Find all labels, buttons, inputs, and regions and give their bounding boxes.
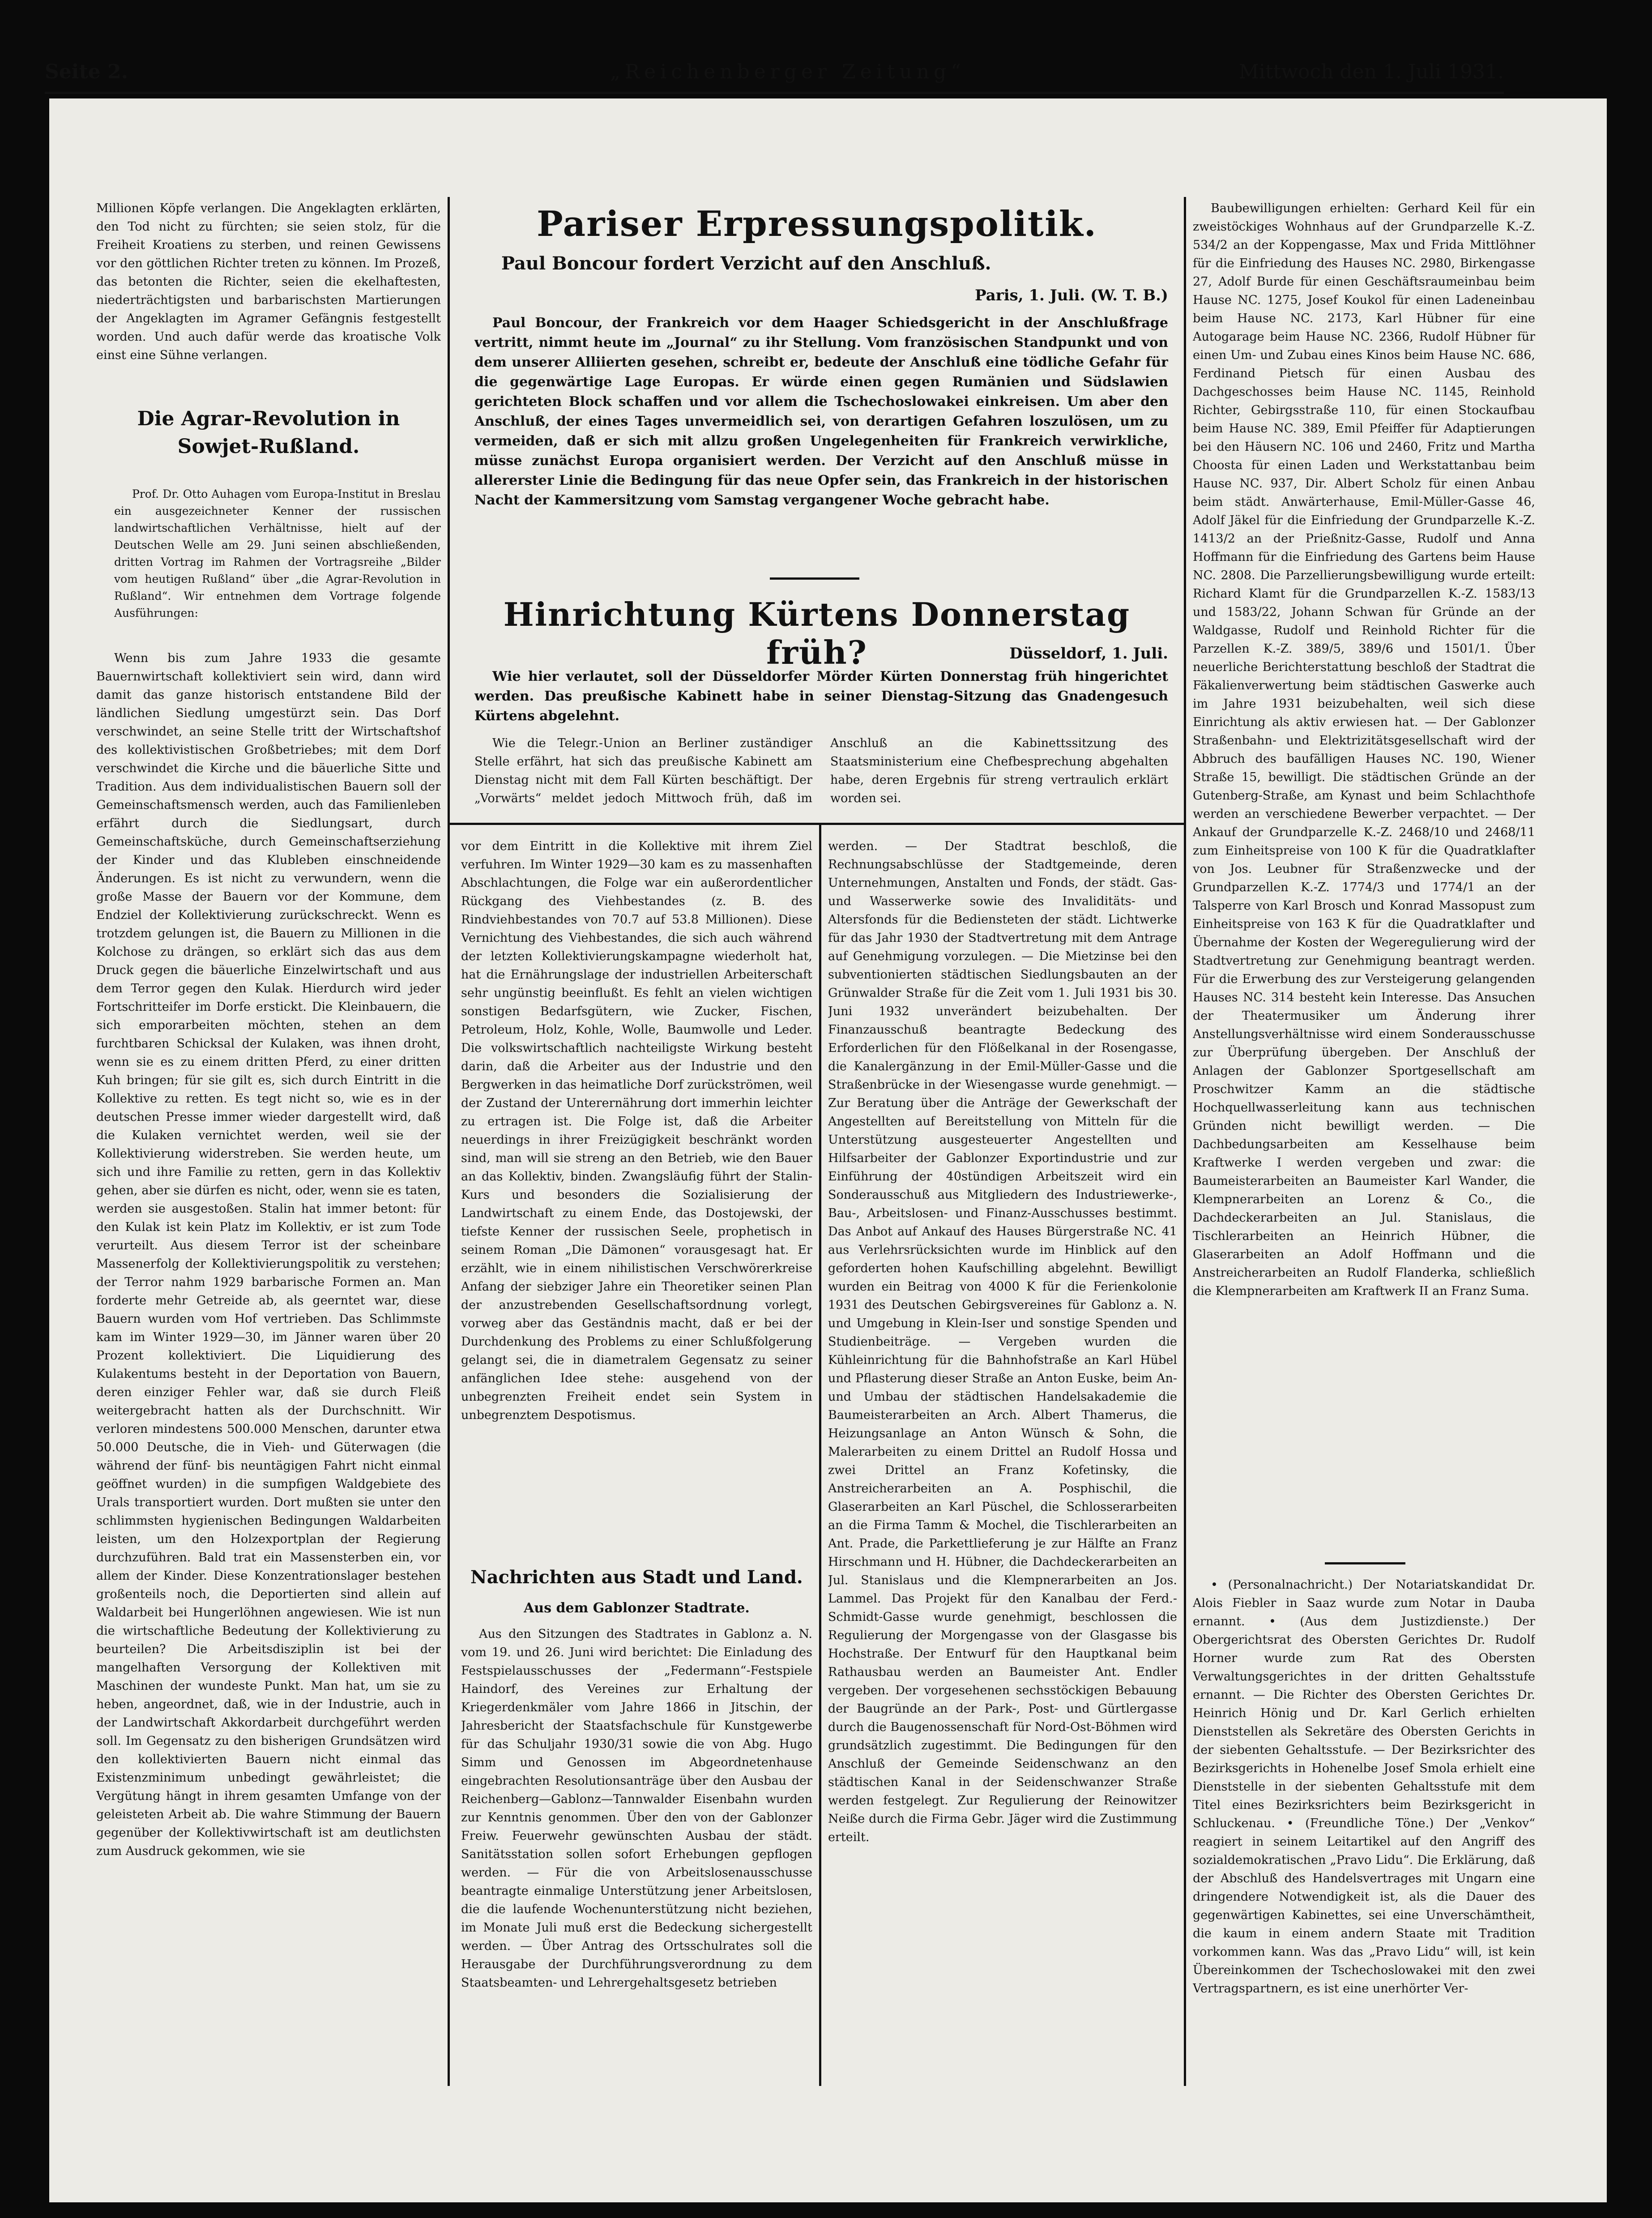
- running-head: [45, 56, 1504, 92]
- short-notes: • (Personalnachricht.) Der Notariatskandidat Dr. Alois Fiebler in Saaz wurde zum Notar in Dauba ernannt. • (Aus dem Justizdienste.) Der Obergerichtsrat des Obersten Gerichtes Dr. Rudolf Horner wurde zum Rat des Obersten Verwaltungsgerichtes in der dritten Gehaltsstufe ernannt. — Die Richter des Obersten Gerichtes Dr. Heinrich Hönig und Dr. Karl Gerlich erhielten Dienststellen als Sekretäre des Obersten Gerichts in der siebenten Gehaltsstufe. — Der Bezirksrichter des Bezirksgerichts in Hohenelbe Josef Smola erhielt eine Dienststelle in der siebenten Gehaltsstufe mit dem Titel eines Bezirksrichters beim Bezirksgericht in Schluckenau. • (Freundliche Töne.) Der „Venkov“ reagiert in seinem Leitartikel auf den Angriff des sozialdemokratischen „Pravo Lidu“. Die Erklärung, daß der Abschluß des Handelsvertrages mit Ungarn eine dringendere Notwendigkeit ist, als die Dauer des gegenwärtigen Kabinettes, sei eine Unverschämtheit, die kaum in einem andern Staate mit Tradition vorkommen kann. Was das „Pravo Lidu“ will, ist kein Übereinkommen der Tschechoslowakei mit den zwei Vertragspartnern, es ist eine unerhörter Ver-: [1193, 1578, 1535, 1996]
- subheadline-boncour: Paul Boncour fordert Verzicht auf den Anschluß.: [501, 253, 991, 274]
- masthead: „Reichenberger Zeitung“: [610, 60, 965, 83]
- column-4-body: [1193, 199, 1535, 1556]
- article-heading: Die Agrar-Revolution in Sowjet-Rußland.: [137, 407, 400, 458]
- article-intro: Prof. Dr. Otto Auhagen vom Europa-Institut in Breslau ein ausgezeichneter Kenner der russischen landwirtschaftlichen Verhältnisse, hielt auf der Deutschen Welle am 29. Juni seinen abschließenden, dritten Vortrag im Rahmen der Vortragsreihe „Bilder vom heutigen Rußland“ über „die Agrar-Revolution in Rußland“. Wir entnehmen dem Vortrage folgende Ausführungen:: [114, 487, 441, 620]
- column-2-body: [461, 837, 812, 1517]
- stadtrat-report: Aus den Sitzungen des Stadtrates in Gablonz a. N. vom 19. und 26. Juni wird berichtet: Die Einladung des Festspielausschusses der „Federmann“-Festspiele Haindorf, des Vereines zur Erhaltung der Kriegerdenkmäler vom Jahre 1866 in Jitschin, der Jahresbericht der Staatsfachschule für Kunstgewerbe für das Schuljahr 1930/31 sowie die von Abg. Hugo Simm und Genossen im Abgeordnetenhause eingebrachten Resolutionsanträge über den Ausbau der Reichenberg—Gablonz—Tannwalder Eisenbahn wurden zur Kenntnis genommen. Über den von der Gablonzer Freiw. Feuerwehr gewünschten Ausbau der städt. Sanitätsstation sollen sofort Erhebungen gepflogen werden. — Für die von Arbeitslosenausschusse beantragte einmalige Unterstützung jener Arbeitslosen, die die laufende Wochenunterstützung nicht beziehen, im Monate Juli muß erst die Bedeckung sichergestellt werden. — Über Antrag des Ortsschulrates soll die Herausgabe der Durchführungsverordnung zu dem Staatsbeamten- und Lehrergehaltsgesetz betrieben: [461, 1627, 812, 1990]
- column-rule: [448, 197, 450, 2086]
- column-rule: [819, 824, 821, 2086]
- lead-kuerten: Wie hier verlautet, soll der Düsseldorfer Mörder Kürten Donnerstag früh hingerichtet werden. Das preußische Kabinett habe in seiner Dienstag-Sitzung das Gnadengesuch Kürtens abgelehnt.: [474, 669, 1168, 724]
- divider: [770, 577, 859, 580]
- column-4-notes: [1193, 1576, 1535, 2086]
- column-1-body: [96, 649, 441, 2086]
- section-rule: [448, 823, 1186, 825]
- article-body-continued: vor dem Eintritt in die Kollektive mit ihrem Ziel verfuhren. Im Winter 1929—30 kam es zu massenhaften Abschlachtungen, die Folge war ein außerordentlicher Rückgang des Viehbestandes (z. B. des Rindviehbestandes von 70.7 auf 53.8 Millionen). Diese Vernichtung des Viehbestandes, die sich auch während der letzten Kollektivierungskampagne wiederholt hat, hat die Ernährungslage der industriellen Arbeiterschaft sehr ungünstig beeinflußt. Es fehlt an vielen wichtigen sonstigen Bedarfsgütern, wie Zucker, Fischen, Petroleum, Holz, Kohle, Wolle, Baumwolle und Leder. Die volkswirtschaftlich nachteiligste Wirkung besteht darin, daß die Arbeiter aus der Industrie und den Bergwerken in das heimatliche Dorf zurückströmen, weil der Zustand der Unterernährung dort immerhin leichter zu ertragen ist. Die Folge ist, daß die Arbeiter neuerdings in ihrer Freizügigkeit beschränkt worden sind, man will sie streng an den Betrieb, wie den Bauer an das Kollektiv, binden. Zwangsläufig führt der Stalin-Kurs und besonders die Sozialisierung der Landwirtschaft zu einem Ende, das Dostojewski, der tiefste Kenner der russischen Seele, prophetisch in seinem Roman „Die Dämonen“ vorausgesagt hat. Er erzählt, wie in einem nihilistischen Verschwörerkreise Anfang der siebziger Jahre ein Theoretiker seinen Plan der anzustrebenden Gesellschaftsordnung vorlegt, vorweg aber das Geständnis macht, daß er bei der Durchdenkung des Problems zu einer Schlußfolgerung gelangt sei, die in diametralem Gegensatz zu seiner anfänglichen Idee stehe: ausgehend von der unbegrenzten Freiheit endet sein System in unbegrenztem Despotismus.: [461, 839, 812, 1422]
- building-permits: Baubewilligungen erhielten: Gerhard Keil für ein zweistöckiges Wohnhaus auf der Grundparzelle K.-Z. 534/2 an der Koppengasse, Max und Frida Mittlöhner für die Einfriedung des Hauses NC. 2980, Birkengasse 27, Adolf Burde für einen Geschäftsraumeinbau beim Hause NC. 1275, Josef Koukol für einen Ladeneinbau beim Hause NC. 2173, Karl Hübner für eine Autogarage beim Hause NC. 2366, Rudolf Hübner für einen Um- und Zubau eines Kinos beim Hause NC. 686, Ferdinand Pietsch für einen Ausbau des Dachgeschosses beim Hause NC. 1145, Reinhold Richter, Gebirgsstraße 110, für einen Stockaufbau beim Hause NC. 389, Emil Pfeiffer für Adaptierungen bei den Häusern NC. 106 und 2460, Fritz und Martha Choosta für einen Laden und Werkstattanbau beim Hause NC. 937, Dir. Albert Scholz für einen Anbau beim städt. Anwärterhause, Emil-Müller-Gasse 46, Adolf Jäkel für die Einfriedung der Grundparzelle K.-Z. 1413/2 an der Prießnitz-Gasse, Rudolf und Anna Hoffmann für die Einfriedung des Gartens beim Hause NC. 2808. Die Parzellierungsbewilligung wurde erteilt: Richard Klamt für die Grundparzellen K.-Z. 1583/13 und 1583/22, Johann Schwan für Gründe an der Waldgasse, Rudolf und Reinhold Richter für die Parzellen K.-Z. 389/5, 389/6 und 1501/1. Über neuerliche Berichterstattung beschloß der Stadtrat die Fäkalienverwertung beim städtischen Gaswerke auch im Jahre 1931 beizubehalten, weil sich diese Einrichtung als aktiv erwiesen hat. — Der Gablonzer Straßenbahn- und Elektrizitätsgesellschaft wird der Abbruch des baufälligen Hauses NC. 190, Wiener Straße 15, bewilligt. Die städtischen Gründe an der Gutenberg-Straße, am Kynast und beim Schlachthofe werden an verschiedene Bewerber verpachtet. — Der Ankauf der Grundparzelle K.-Z. 2468/10 und 2468/11 zum Einheitspreise von 100 K für die Quadratklafter von Jos. Leubner für Straßenzwecke und der Grundparzellen K.-Z. 1774/3 und 1774/1 an der Talsperre von Karl Brosch und Konrad Massopust zum Einheitspreise von 163 K für die Quadratklafter und Übernahme der Kosten der Wegeregulierung wird der Stadtvertretung zur Genehmigung beantragt werden. Für die Erwerbung des zur Versteigerung gelangenden Hauses NC. 314 besteht kein Interesse. Das Ansuchen der Theatermusiker um Änderung ihrer Anstellungsverhältnisse wird einem Sonderausschusse zur Überprüfung übergeben. Der Anschluß der Anlagen der Gablonzer Sportgesellschaft am Proschwitzer Kamm an die städtische Hochquellwasserleitung kann aus technischen Gründen nicht bewilligt werden. — Die Dachbedungsarbeiten am Kesselhause beim Kraftwerke I werden vergeben und zwar: die Baumeisterarbeiten an Baumeister Karl Wander, die Klempnerarbeiten an Lorenz & Co., die Dachdeckerarbeiten an Jul. Stanislaus, die Tischlerarbeiten an Heinrich Hübner, die Glaserarbeiten an Adolf Hoffmann und die Anstreicherarbeiten an Rudolf Flanderka, schließlich die Klempnerarbeiten am Kraftwerk II an Franz Suma.: [1193, 201, 1535, 1298]
- kuerten-text: Wie die Telegr.-Union an Berliner zuständiger Stelle erfährt, hat sich das preußische Kabinett am Dienstag nicht mit dem Fall Kürten beschäftigt. Der „Vorwärts“ meldet jedoch Mittwoch früh, daß im Anschluß an die Kabinettssitzung des Staatsministerium eine Chefbesprechung abgehalten habe, deren Ergebnis für streng vertraulich erklärt worden sei.: [474, 736, 1168, 805]
- dateline-duesseldorf: Düsseldorf, 1. Juli.: [1009, 645, 1168, 662]
- column-2-news: [461, 1625, 812, 2086]
- lead-boncour: Paul Boncour, der Frankreich vor dem Haager Schiedsgericht in der Anschlußfrage vertritt, nimmt heute im „Journal“ zu ihr Stellung. Vom französischen Standpunkt und von dem unserer Alliierten gesehen, schreibt er, bedeute der Anschluß eine tödliche Gefahr für die gegenwärtige Lage Europas. Er würde einen gegen Rumänien und Südslawien gerichteten Block schaffen und vor allem die Tschechoslowakei einkreisen. Um aber den Anschluß, der eines Tages unvermeidlich sei, von derartigen Gefahren loszulösen, um zu vermeiden, daß er sich mit allzu großen Ungelegenheiten für Frankreich verwirkliche, müsse zunächst Europa organisiert werden. Der Verzicht auf den Anschluß müsse in allererster Linie die Bedingung für das neue Opfer sein, das Frankreich in der historischen Nacht der Kammersitzung vom Samstag vergangener Woche gebracht habe.: [474, 315, 1168, 508]
- section-heading-local-news: Nachrichten aus Stadt und Land.: [470, 1567, 803, 1588]
- article-continuation: Millionen Köpfe verlangen. Die Angeklagten erklärten, den Tod nicht zu fürchten; sie seien stolz, für die Freiheit Kroatiens zu sterben, und reinen Gewissens vor den göttlichen Richter treten zu können. Im Prozeß, das betonten die Richter, seien die ekelhaftesten, niederträchtigsten und barbarischsten Martierungen der Angeklagten im Agramer Gefängnis festgestellt worden. Und auch dafür werde das kroatische Volk einst eine Sühne verlangen.: [96, 201, 441, 362]
- header-rule: [45, 92, 1504, 94]
- issue-date: Mittwoch den 1. Juli 1931.: [1238, 60, 1504, 83]
- page-number: Seite 2.: [45, 60, 128, 83]
- subsection-heading: Aus dem Gablonzer Stadtrate.: [524, 1600, 750, 1616]
- dateline-paris: Paris, 1. Juli. (W. T. B.): [975, 286, 1168, 304]
- headline-kuerten: Hinrichtung Kürtens Donnerstag früh?: [503, 595, 1131, 671]
- kuerten-body: [474, 734, 1168, 819]
- article-body: Wenn bis zum Jahre 1933 die gesamte Bauernwirtschaft kollektiviert sein wird, dann wird damit das ganze historisch entstandene Bild der ländlichen Siedlung umgestürzt sein. Das Dorf verschwindet, an seine Stelle tritt der Wirtschaftshof des kollektivistischen Großbetriebes; mit dem Dorf verschwindet die Kirche und die bäuerliche Sitte und Tradition. Aus dem individualistischen Bauern soll der Gemeinschaftsmensch werden, auch das Familienleben erfährt durch die Siedlungsart, durch Gemeinschaftsküche, durch Gemeinschaftserziehung der Kinder und das Klubleben einschneidende Änderungen. Es ist nicht zu verwundern, wenn die große Masse der Bauern vor der Kommune, dem Endziel der Kollektivierung zurückschreckt. Wenn es trotzdem gelungen ist, die Bauern zu Millionen in die Kolchose zu drängen, so erklärt sich das aus dem Druck gegen die bäuerliche Einzelwirtschaft und aus dem Terror gegen den Kulak. Hierdurch wird jeder Fortschritteifer im Dorfe erstickt. Die Kleinbauern, die sich emporarbeiten möchten, stehen an dem furchtbaren Schicksal der Kulaken, was ihnen droht, wenn sie es zu einem dritten Pferd, zu einer dritten Kuh bringen; für sie gilt es, sich durch Eintritt in die Kollektive zu retten. Es tegt nicht so, wie es in der deutschen Presse immer wieder dargestellt wird, daß die Kulaken vernichtet werden, weil sie der Kollektivierung widerstreben. Sie werden heute, um sich und ihre Familie zu retten, gern in das Kollektiv gehen, aber sie dürfen es nicht, oder, wenn sie es taten, werden sie ausgestoßen. Stalin hat immer betont: für den Kulak ist kein Platz im Kollektiv, er ist zum Tode verurteilt. Aus diesem Terror ist der scheinbare Massenerfolg der Kollektivierungspolitik zu verstehen; der Terror nahm 1929 barbarische Formen an. Man forderte mehr Getreide ab, als geerntet war, diese Bauern wurden vom Hof vertrieben. Das Schlimmste kam im Winter 1929—30, im Jänner waren über 20 Prozent kollektiviert. Die Liquidierung des Kulakentums besteht in der Deportation von Bauern, deren einziger Fehler war, daß sie durch Fleiß weitergebracht hatten als der Durchschnitt. Wir verloren mindestens 500.000 Menschen, darunter etwa 50.000 Deutsche, die in Vieh- und Güterwagen (die während der fünf- bis neuntägigen Fahrt nicht einmal geöffnet wurden) in die sumpfigen Waldgebiete des Urals transportiert wurden. Dort mußten sie unter den schlimmsten hygienischen Bedingungen Waldarbeiten leisten, um den Holzexportplan der Regierung durchzuführen. Bald trat ein Massensterben ein, vor allem der Kinder. Diese Konzentrationslager bestehen großenteils noch, die Deportierten sind allein auf Waldarbeit bei Hungerlöhnen angewiesen. Wie ist nun die wirtschaftliche Bedeutung der Kollektivierung zu beurteilen? Die Arbeitsdisziplin ist bei der mangelhaften Versorgung der Kollektiven mit Maschinen der wundeste Punkt. Man hat, um sie zu heben, angeordnet, daß, wie in der Industrie, auch in der Landwirtschaft Akkordarbeit durchgeführt werden soll. Im Gegensatz zu den bisherigen Grundsätzen wird den kollektivierten Bauern nicht einmal das Existenzminimum unbedingt gewährleistet; die Vergütung hängt in ihrem gesamten Umfange von der geleisteten Arbeit ab. Die wahre Stimmung der Bauern gegenüber der Kollektivwirtschaft ist am deutlichsten zum Ausdruck gekommen, wie sie: [96, 651, 441, 1858]
- column-3-body: [828, 837, 1177, 2086]
- headline-pariser: Pariser Erpressungspolitik.: [537, 204, 1097, 244]
- stadtrat-report-continued: werden. — Der Stadtrat beschloß, die Rechnungsabschlüsse der Stadtgemeinde, deren Unternehmungen, Anstalten und Fonds, der städt. Gas- und Wasserwerke sowie des Invaliditäts- und Altersfonds für die Bediensteten der städt. Lichtwerke für das Jahr 1930 der Stadtvertretung mit dem Antrage auf Genehmigung vorzulegen. — Die Mietzinse bei den subventionierten städtischen Siedlungsbauten an der Grünwalder Straße für die Zeit vom 1. Juli 1931 bis 30. Juni 1932 unverändert beizubehalten. Der Finanzausschuß beantragte Bedeckung des Erforderlichen für den Flößelkanal in der Rosengasse, die Kanalergänzung in der Emil-Müller-Gasse und die Straßenbrücke in der Wiesengasse wurde genehmigt. — Zur Beratung über die Anträge der Gewerkschaft der Angestellten auf Bereitstellung von Mitteln für die Unterstützung ausgesteuerter Angestellten und Hilfsarbeiter der Gablonzer Exportindustrie und zur Einführung der 40stündigen Arbeitszeit wird ein Sonderausschuß aus Mitgliedern des Industriewerke-, Bau-, Arbeitslosen- und Finanz-Ausschusses bestimmt. Das Anbot auf Ankauf des Hauses Bürgerstraße NC. 41 aus Verlehrsrücksichten wurde im Hinblick auf den geforderten hohen Kaufschilling abgelehnt. Bewilligt wurden ein Beitrag von 4000 K für die Ferienkolonie 1931 des Deutschen Gebirgsvereines für Gablonz a. N. und Umgebung in Klein-Iser und sonstige Spenden und Studienbeiträge. — Vergeben wurden die Kühleinrichtung für die Bahnhofstraße an Karl Hübel und Pflasterung dieser Straße an Anton Euske, beim An- und Umbau der städtischen Handelsakademie die Baumeisterarbeiten an Arch. Albert Thamerus, die Heizungsanlage an Anton Wünsch & Sohn, die Malerarbeiten zu einem Drittel an Rudolf Hossa und zwei Drittel an Franz Kofetinsky, die Anstreicherarbeiten an A. Posphischil, die Glaserarbeiten an Karl Püschel, die Schlosserarbeiten an die Firma Tamm & Mochel, die Tischlerarbeiten an Ant. Prade, die Parkettlieferung je zur Hälfte an Franz Hirschmann und H. Hübner, die Dachdeckerarbeiten an Jul. Stanislaus und die Klempnerarbeiten an Jos. Lammel. Das Projekt für den Kanalbau der Ferd.-Schmidt-Gasse wurde genehmigt, beschlossen die Regulierung der Morgengasse von der Glasgasse bis Hochstraße. Der Entwurf für den Hauptkanal beim Rathausbau werden an Baumeister Ant. Endler vergeben. Der vorgesehenen sechsstöckigen Bebauung der Baugründe an der Park-, Post- und Gürtlergasse durch die Baugenossenschaft für Nord-Ost-Böhmen wird grundsätzlich zugestimmt. Die Bedingungen für den Anschluß der Gemeinde Seidenschwanz an den städtischen Kanal in der Seidenschwanzer Straße werden festgelegt. Zur Regulierung der Reinowitzer Neiße durch die Firma Gebr. Jäger wird die Zustimmung erteilt.: [828, 839, 1177, 1844]
- divider: [1325, 1562, 1405, 1564]
- column-1-top: [96, 199, 441, 387]
- column-rule: [1184, 197, 1186, 2086]
- column-1-intro: [114, 486, 441, 647]
